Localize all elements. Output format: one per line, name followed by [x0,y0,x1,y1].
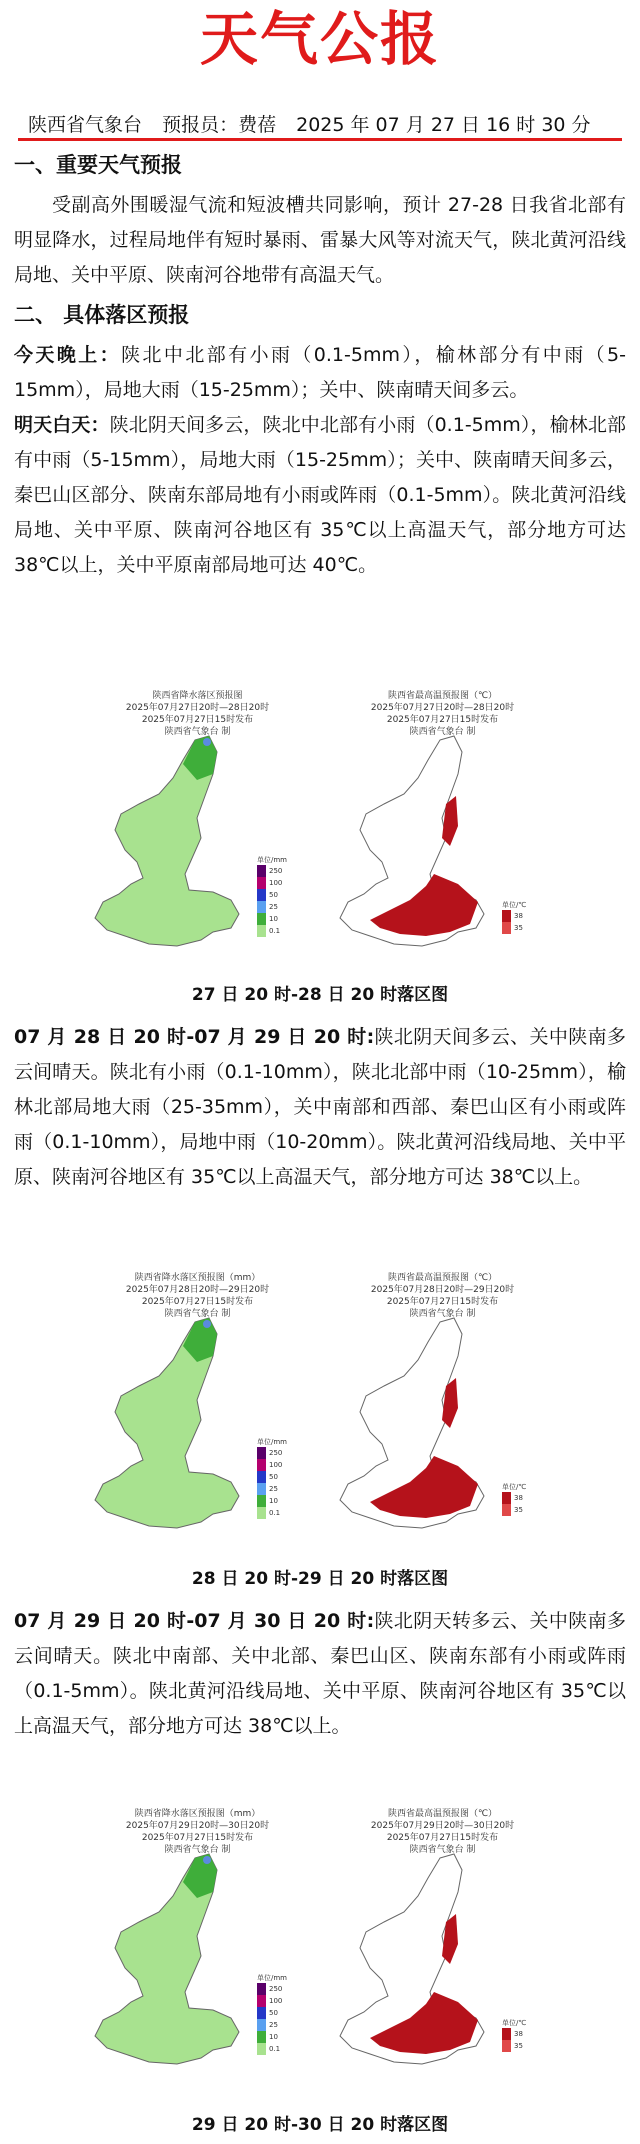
temp-map-org: 陕西省气象台 制 [409,727,476,737]
period3-label: 07 月 29 日 20 时-07 月 30 日 20 时: [14,1610,375,1632]
legend-item [502,2040,526,2052]
legend-label: 50 [269,891,278,899]
rain-legend [257,1437,287,1519]
map-caption-2: 28 日 20 时-29 日 20 时落区图 [191,1569,449,1589]
period2-text: 陕北阴天间多云、关中陕南多云间晴天。陕北有小雨（0.1-10mm），陕北北部中雨（10-25mm），榆林北部局地大雨（25-35mm），关中南部和西部、秦巴山区有小雨或阵雨（0.1-10mm），局地中雨（10-20mm）。陕北黄河沿线局地、关中平原、陕南河谷地区有 35℃以上高温天气，部分地方可达 38℃以上。 [14,1026,626,1188]
legend-label: 250 [269,1449,283,1457]
bulletin-title: 天气公报 [199,5,440,73]
legend-swatch [502,1504,511,1516]
legend-swatch [257,901,266,913]
tonight-label: 今天晚上： [14,344,122,366]
legend-label: 100 [269,879,283,887]
legend-swatch [502,922,511,934]
legend-label: 38 [514,912,523,920]
temperature-forecast-panel [330,1272,555,1527]
legend-label: 38 [514,1494,523,1502]
legend-label: 250 [269,1985,283,1993]
issue-datetime: 2025 年 07 月 27 日 16 时 30 分 [296,114,591,136]
temperature-map [330,1852,500,2067]
rain-legend [257,855,287,937]
tonight-text: 陕北中北部有小雨（0.1-5mm），榆林部分有中雨（5-15mm），局地大雨（15-25mm）；关中、陕南晴天间多云。 [14,344,626,401]
rain-map-org: 陕西省气象台 制 [164,727,231,737]
bulletin-meta [28,112,618,138]
heavy-rain-area [203,1856,211,1864]
tomorrow-label: 明天白天： [14,414,110,436]
legend-label: 0.1 [269,1509,281,1517]
legend-item [257,1983,287,1995]
legend-item [502,1492,526,1504]
tonight-forecast [14,338,626,408]
legend-unit: 单位/mm [257,856,287,864]
temperature-legend [502,2018,526,2052]
period3-text: 陕北阴天转多云、关中陕南多云间晴天。陕北中南部、关中北部、秦巴山区、陕南东部有小雨或阵雨（0.1-5mm）。陕北黄河沿线局地、关中平原、陕南河谷地区有 35℃以上高温天气，部分地方可达 38℃以上。 [14,1610,626,1737]
rain-legend [257,1973,287,2055]
section2-heading: 二、 具体落区预报 [14,303,190,327]
rain-map-period: 2025年07月28日20时—29日20时 [125,1285,270,1295]
temp-map-period: 2025年07月27日20时—28日20时 [370,703,515,713]
map-caption-3: 29 日 20 时-30 日 20 时落区图 [191,2115,449,2135]
legend-item [257,1483,287,1495]
legend-label: 250 [269,867,283,875]
legend-swatch [257,877,266,889]
legend-unit: 单位/℃ [502,2019,527,2027]
legend-label: 0.1 [269,2045,281,2053]
legend-label: 25 [269,903,278,911]
legend-label: 25 [269,2021,278,2029]
tomorrow-text: 陕北阴天间多云，陕北中北部有小雨（0.1-5mm），榆林北部有中雨（5-15mm），局地大雨（15-25mm）；关中、陕南晴天间多云，秦巴山区部分、陕南东部局地有小雨或阵雨（0.1-5mm）。陕北黄河沿线局地、关中平原、陕南河谷地区有 35℃以上高温天气，部分地方可达 38℃以上，关中平原南部局地可达 40℃。 [14,414,626,576]
temp-map-issued: 2025年07月27日15时发布 [386,715,499,725]
period2-forecast [14,1020,626,1195]
temp-map-title: 陕西省最高温预报图（℃） [387,1273,498,1283]
temperature-map [330,734,500,949]
temp-map-org: 陕西省气象台 制 [409,1309,476,1319]
province-outline [95,736,239,946]
temp-map-period: 2025年07月28日20时—29日20时 [370,1285,515,1295]
issuing-org: 陕西省气象台 [28,114,143,136]
rain-forecast-panel [85,690,310,945]
legend-item [502,1504,526,1516]
legend-label: 50 [269,2009,278,2017]
section1-heading: 一、重要天气预报 [14,153,182,177]
legend-item [257,2031,287,2043]
legend-swatch [257,2031,266,2043]
legend-label: 35 [514,924,523,932]
temp-map-title: 陕西省最高温预报图（℃） [387,691,498,701]
map-row-3 [85,1808,585,2063]
section1-text: 受副高外围暖湿气流和短波槽共同影响，预计 27-28 日我省北部有明显降水，过程局地伴有短时暴雨、雷暴大风等对流天气，陕北黄河沿线局地、关中平原、陕南河谷地带有高温天气。 [14,194,626,286]
legend-label: 35 [514,2042,523,2050]
legend-unit: 单位/℃ [502,1483,527,1491]
temp-map-org: 陕西省气象台 制 [409,1845,476,1855]
legend-item [257,901,287,913]
legend-swatch [257,1447,266,1459]
temperature-legend [502,900,526,934]
legend-swatch [257,1483,266,1495]
temperature-map [330,1316,500,1531]
rain-map [85,1852,255,2067]
legend-label: 10 [269,1497,278,1505]
province-outline [95,1854,239,2064]
map-row-2 [85,1272,585,1527]
legend-item [257,2007,287,2019]
legend-label: 50 [269,1473,278,1481]
legend-label: 10 [269,2033,278,2041]
rain-map-org: 陕西省气象台 制 [164,1309,231,1319]
legend-swatch [502,910,511,922]
legend-item [257,1495,287,1507]
temp-map-period: 2025年07月29日20时—30日20时 [370,1821,515,1831]
legend-item [257,1507,287,1519]
legend-item [257,925,287,937]
rain-map-issued: 2025年07月27日15时发布 [141,715,254,725]
heavy-rain-area [203,1320,211,1328]
temp-map-title: 陕西省最高温预报图（℃） [387,1809,498,1819]
period3-forecast [14,1604,626,1744]
legend-swatch [257,1495,266,1507]
rain-map-title: 陕西省降水落区预报图（mm） [134,1809,261,1819]
legend-item [257,1471,287,1483]
legend-item [257,2019,287,2031]
rain-map [85,734,255,949]
rain-map [85,1316,255,1531]
legend-item [257,865,287,877]
legend-item [257,889,287,901]
temperature-legend [502,1482,526,1516]
legend-swatch [257,2019,266,2031]
rain-map-period: 2025年07月27日20时—28日20时 [125,703,270,713]
legend-swatch [257,1459,266,1471]
legend-label: 100 [269,1461,283,1469]
rain-map-issued: 2025年07月27日15时发布 [141,1833,254,1843]
rain-forecast-panel [85,1272,310,1527]
legend-item [502,2028,526,2040]
temp-map-issued: 2025年07月27日15时发布 [386,1833,499,1843]
legend-swatch [257,865,266,877]
legend-label: 0.1 [269,927,281,935]
legend-swatch [257,2007,266,2019]
temperature-forecast-panel [330,690,555,945]
legend-label: 35 [514,1506,523,1514]
legend-unit: 单位/mm [257,1974,287,1982]
header-divider [18,138,622,141]
tomorrow-forecast [14,408,626,583]
legend-swatch [257,1983,266,1995]
legend-swatch [257,1995,266,2007]
legend-swatch [502,2040,511,2052]
legend-item [502,922,526,934]
legend-unit: 单位/℃ [502,901,527,909]
legend-label: 38 [514,2030,523,2038]
period2-label: 07 月 28 日 20 时-07 月 29 日 20 时: [14,1026,375,1048]
legend-item [502,910,526,922]
legend-label: 25 [269,1485,278,1493]
legend-item [257,877,287,889]
legend-unit: 单位/mm [257,1438,287,1446]
legend-swatch [257,1471,266,1483]
legend-swatch [257,1507,266,1519]
legend-swatch [502,1492,511,1504]
legend-label: 100 [269,1997,283,2005]
legend-swatch [257,2043,266,2055]
rain-map-title: 陕西省降水落区预报图 [152,691,243,701]
legend-swatch [257,925,266,937]
legend-item [257,2043,287,2055]
rain-map-issued: 2025年07月27日15时发布 [141,1297,254,1307]
legend-item [257,913,287,925]
rain-forecast-panel [85,1808,310,2063]
rain-map-org: 陕西省气象台 制 [164,1845,231,1855]
legend-item [257,1447,287,1459]
legend-swatch [257,889,266,901]
legend-swatch [257,913,266,925]
legend-label: 10 [269,915,278,923]
legend-swatch [502,2028,511,2040]
temperature-forecast-panel [330,1808,555,2063]
forecaster: 预报员：费蓓 [162,114,277,136]
province-outline [95,1318,239,1528]
rain-map-title: 陕西省降水落区预报图（mm） [134,1273,261,1283]
map-caption-1: 27 日 20 时-28 日 20 时落区图 [191,985,449,1005]
legend-item [257,1995,287,2007]
rain-map-period: 2025年07月29日20时—30日20时 [125,1821,270,1831]
map-row-1 [85,690,585,945]
temp-map-issued: 2025年07月27日15时发布 [386,1297,499,1307]
legend-item [257,1459,287,1471]
heavy-rain-area [203,738,211,746]
